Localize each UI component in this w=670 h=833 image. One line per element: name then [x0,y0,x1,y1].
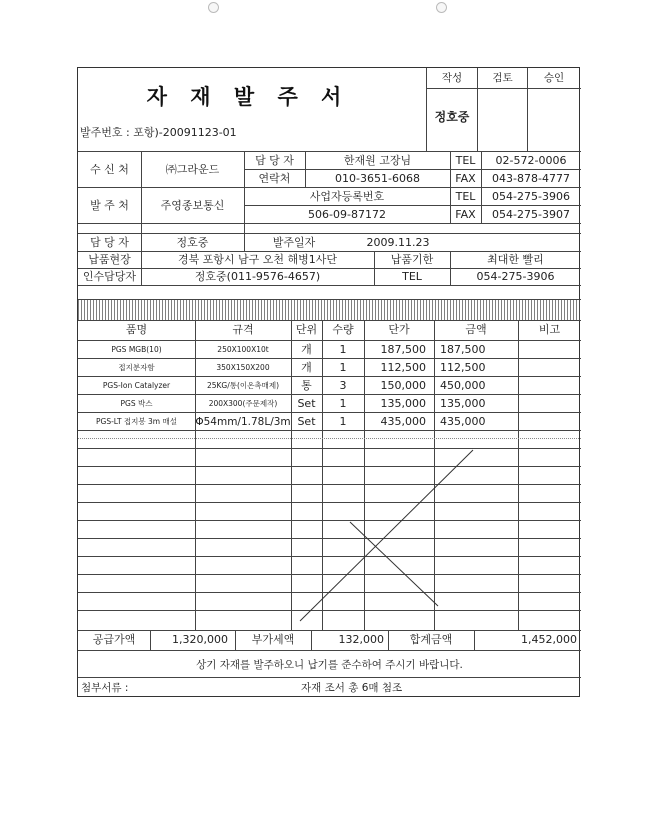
col-header-price: 단가 [388,323,410,336]
supply-amount-label: 공급가액 [92,633,136,646]
recipient-tel: 02-572-0006 [495,154,567,167]
item-qty: 1 [339,343,347,356]
receiver-tel-label: TEL [402,270,422,283]
col-header-unit: 단위 [295,323,318,336]
col-header-amount: 금액 [465,323,487,336]
item-name: PGS-Ion Catalyzer [102,381,171,390]
item-spec: 200X300(주문제작) [208,399,278,408]
approval-header-review: 검토 [492,72,513,84]
order-date-label: 발주일자 [272,236,316,249]
item-amount: 112,500 [440,361,486,374]
sender-reg-label: 사업자등록번호 [309,190,385,203]
void-stroke-2 [350,522,438,606]
receiver-label: 인수담당자 [82,270,137,283]
item-unit: Set [297,415,316,428]
delivery-site-label: 납품현장 [88,253,131,266]
receiver: 정호중(011-9576-4657) [194,270,321,283]
item-unit: 개 [301,343,312,356]
item-name: PGS-LT 접지봉 3m 매설 [96,417,177,426]
attachments-label: 첨부서류 : [81,682,129,694]
col-header-spec: 규격 [232,323,254,336]
attachments: 자재 조서 총 6매 첨조 [301,682,403,694]
item-amount: 435,000 [440,415,486,428]
person-name: 정호중 [176,236,209,249]
item-amount: 187,500 [440,343,486,356]
item-qty: 1 [339,397,347,410]
total-label: 합계금액 [409,633,453,646]
purchase-order-form [77,67,580,697]
total-amount: 1,452,000 [521,633,577,646]
void-stroke-1 [300,450,473,621]
sender-fax-label: FAX [455,208,476,221]
item-price: 187,500 [380,343,426,356]
item-amount: 135,000 [440,397,486,410]
sender-company: 주영종보통신 [160,199,225,212]
item-unit: Set [297,397,316,410]
item-price: 112,500 [380,361,426,374]
item-price: 435,000 [380,415,426,428]
document-title: 자 재 발 주 서 [146,85,350,109]
recipient-tel-label: TEL [455,154,476,167]
item-price: 135,000 [380,397,426,410]
item-qty: 1 [339,361,347,374]
recipient-manager: 한재원 고장님 [343,154,412,167]
recipient-contact-label: 연락처 [258,172,291,185]
item-amount: 450,000 [440,379,486,392]
item-price: 150,000 [380,379,426,392]
item-spec: Φ54mm/1.78L/3m [195,416,291,428]
item-spec: 25KG/통(이온촉매제) [206,381,280,390]
sender-fax: 054-275-3907 [492,208,570,221]
recipient-fax: 043-878-4777 [492,172,570,185]
vat-amount: 132,000 [338,633,384,646]
vat-label: 부가세액 [251,633,295,646]
item-name: PGS 박스 [120,399,153,408]
item-spec: 250X100X10t [217,345,269,354]
punch-hole-left [208,2,219,13]
col-header-qty: 수량 [332,323,354,336]
delivery-due-label: 납품기한 [390,253,434,266]
item-name: 접지분자함 [118,363,155,372]
recipient-fax-label: FAX [455,172,476,185]
person-label: 담 당 자 [90,236,129,249]
void-cross-mark [78,68,581,698]
item-qty: 1 [339,415,347,428]
sender-tel-label: TEL [455,190,476,203]
item-spec: 350X150X200 [216,363,270,372]
col-header-note: 비고 [538,323,561,336]
item-name: PGS MGB(10) [111,345,162,354]
delivery-due: 최대한 빨리 [487,253,544,266]
order-number: 발주번호 : 포항)-20091123-01 [80,126,237,139]
item-qty: 3 [339,379,347,392]
recipient-company: ㈜그라운드 [165,163,220,176]
punch-hole-right [436,2,447,13]
supply-amount: 1,320,000 [172,633,228,646]
col-header-name: 품명 [125,323,148,336]
item-unit: 통 [301,379,312,392]
recipient-contact: 010-3651-6068 [335,172,420,185]
item-unit: 개 [301,361,312,374]
footer-note: 상기 자재를 발주하오니 납기를 준수하여 주시기 바랍니다. [196,659,463,671]
sender-label: 발 주 처 [90,199,129,212]
sender-tel: 054-275-3906 [492,190,570,203]
recipient-label: 수 신 처 [90,163,129,176]
order-date: 2009.11.23 [366,236,430,249]
approval-header-approve: 승인 [543,72,565,84]
recipient-manager-label: 담 당 자 [255,154,294,167]
delivery-site: 경북 포항시 남구 오천 해병1사단 [177,253,338,266]
approval-header-write: 작성 [441,72,463,84]
receiver-tel: 054-275-3906 [476,270,555,283]
sender-reg-number: 506-09-87172 [308,208,386,221]
writer-signature: 정호중 [434,110,470,124]
